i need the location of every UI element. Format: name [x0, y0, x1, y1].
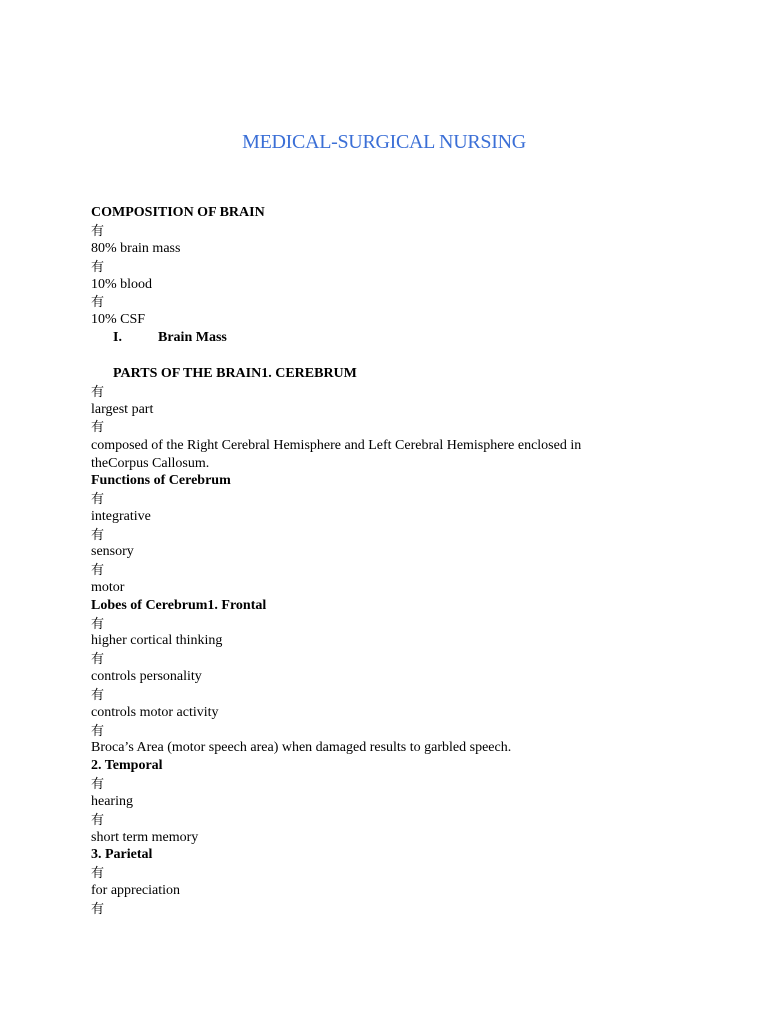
- parietal-heading: 3. Parietal: [91, 847, 153, 862]
- bullet-glyph: 有: [91, 723, 105, 738]
- list-item: largest part: [91, 402, 154, 417]
- list-item: higher cortical thinking: [91, 633, 223, 648]
- temporal-heading: 2. Temporal: [91, 758, 163, 773]
- bullet-glyph: 有: [91, 384, 105, 399]
- section-number: I.: [113, 330, 122, 345]
- bullet-glyph: 有: [91, 776, 105, 791]
- bullet-glyph: 有: [91, 651, 105, 666]
- bullet-glyph: 有: [91, 491, 105, 506]
- list-item: for appreciation: [91, 883, 181, 898]
- lobes-heading: Lobes of Cerebrum1. Frontal: [91, 598, 267, 613]
- document-title: MEDICAL-SURGICAL NURSING: [242, 131, 526, 153]
- list-item: composed of the Right Cerebral Hemisphere and Left Cerebral Hemisphere enclosed in: [91, 438, 582, 453]
- list-item: 80% brain mass: [91, 241, 181, 256]
- composition-heading: COMPOSITION OF BRAIN: [91, 205, 265, 220]
- bullet-glyph: 有: [91, 562, 105, 577]
- list-item: motor: [91, 580, 125, 595]
- list-item: controls motor activity: [91, 705, 219, 720]
- bullet-glyph: 有: [91, 259, 105, 274]
- bullet-glyph: 有: [91, 901, 105, 916]
- bullet-glyph: 有: [91, 616, 105, 631]
- list-item: integrative: [91, 509, 151, 524]
- list-item: 10% CSF: [91, 312, 146, 327]
- list-item: controls personality: [91, 669, 202, 684]
- bullet-glyph: 有: [91, 223, 105, 238]
- bullet-glyph: 有: [91, 294, 105, 309]
- functions-heading: Functions of Cerebrum: [91, 473, 231, 488]
- parts-heading: PARTS OF THE BRAIN1. CEREBRUM: [113, 366, 357, 381]
- list-item-continuation: theCorpus Callosum.: [91, 456, 210, 471]
- list-item: short term memory: [91, 830, 199, 845]
- section-title: Brain Mass: [158, 330, 227, 345]
- list-item: sensory: [91, 544, 134, 559]
- bullet-glyph: 有: [91, 419, 105, 434]
- bullet-glyph: 有: [91, 812, 105, 827]
- list-item: 10% blood: [91, 277, 153, 292]
- list-item: hearing: [91, 794, 133, 809]
- section-heading: [113, 329, 227, 347]
- bullet-glyph: 有: [91, 865, 105, 880]
- bullet-glyph: 有: [91, 687, 105, 702]
- bullet-glyph: 有: [91, 527, 105, 542]
- list-item: Broca’s Area (motor speech area) when damaged results to garbled speech.: [91, 740, 512, 755]
